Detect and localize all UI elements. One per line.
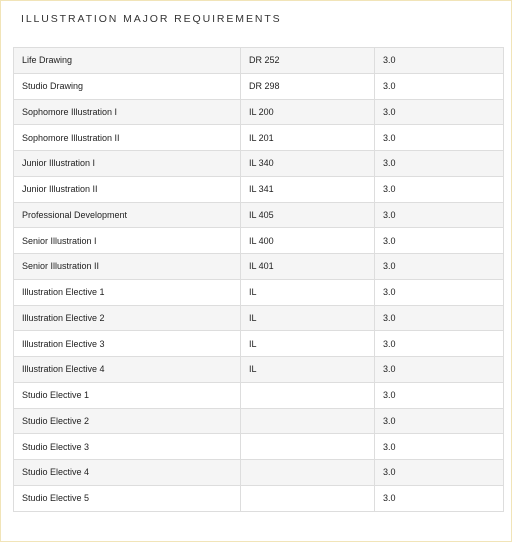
course-code-cell: IL 200 xyxy=(241,99,375,125)
course-name-cell: Studio Elective 5 xyxy=(14,485,241,511)
table-row xyxy=(14,305,504,331)
table-title: ILLUSTRATION MAJOR REQUIREMENTS xyxy=(21,13,282,25)
course-code-cell: IL 341 xyxy=(241,176,375,202)
course-credits-cell: 3.0 xyxy=(375,48,504,74)
course-name-cell: Professional Development xyxy=(14,202,241,228)
course-name-cell: Illustration Elective 1 xyxy=(14,279,241,305)
course-name-cell: Illustration Elective 2 xyxy=(14,305,241,331)
course-credits-cell: 3.0 xyxy=(375,228,504,254)
table-row xyxy=(14,151,504,177)
course-name-cell: Junior Illustration II xyxy=(14,176,241,202)
course-name-cell: Studio Elective 4 xyxy=(14,460,241,486)
table-row xyxy=(14,176,504,202)
course-name-cell: Junior Illustration I xyxy=(14,151,241,177)
course-credits-cell: 3.0 xyxy=(375,305,504,331)
course-name-cell: Studio Drawing xyxy=(14,73,241,99)
course-code-cell xyxy=(241,382,375,408)
course-credits-cell: 3.0 xyxy=(375,434,504,460)
course-code-cell: IL 201 xyxy=(241,125,375,151)
course-name-cell: Life Drawing xyxy=(14,48,241,74)
course-name-cell: Sophomore Illustration I xyxy=(14,99,241,125)
table-row xyxy=(14,485,504,511)
course-code-cell xyxy=(241,434,375,460)
course-code-cell: DR 252 xyxy=(241,48,375,74)
course-credits-cell: 3.0 xyxy=(375,73,504,99)
course-code-cell xyxy=(241,485,375,511)
course-code-cell: DR 298 xyxy=(241,73,375,99)
table-row xyxy=(14,254,504,280)
table-row xyxy=(14,228,504,254)
course-credits-cell: 3.0 xyxy=(375,357,504,383)
course-name-cell: Senior Illustration II xyxy=(14,254,241,280)
course-code-cell: IL 405 xyxy=(241,202,375,228)
table-row xyxy=(14,99,504,125)
table-row xyxy=(14,408,504,434)
course-credits-cell: 3.0 xyxy=(375,254,504,280)
table-row xyxy=(14,125,504,151)
course-credits-cell: 3.0 xyxy=(375,485,504,511)
course-code-cell: IL xyxy=(241,331,375,357)
table-row xyxy=(14,279,504,305)
table-row xyxy=(14,434,504,460)
course-credits-cell: 3.0 xyxy=(375,331,504,357)
course-name-cell: Illustration Elective 3 xyxy=(14,331,241,357)
course-credits-cell: 3.0 xyxy=(375,279,504,305)
course-code-cell xyxy=(241,408,375,434)
course-credits-cell: 3.0 xyxy=(375,151,504,177)
course-code-cell: IL xyxy=(241,357,375,383)
table-row xyxy=(14,48,504,74)
course-name-cell: Senior Illustration I xyxy=(14,228,241,254)
course-name-cell: Studio Elective 1 xyxy=(14,382,241,408)
course-name-cell: Illustration Elective 4 xyxy=(14,357,241,383)
table-row xyxy=(14,73,504,99)
course-code-cell: IL xyxy=(241,279,375,305)
course-code-cell: IL xyxy=(241,305,375,331)
table-row xyxy=(14,382,504,408)
course-code-cell: IL 401 xyxy=(241,254,375,280)
course-code-cell xyxy=(241,460,375,486)
course-name-cell: Studio Elective 2 xyxy=(14,408,241,434)
course-name-cell: Studio Elective 3 xyxy=(14,434,241,460)
course-code-cell: IL 340 xyxy=(241,151,375,177)
table-row xyxy=(14,460,504,486)
course-credits-cell: 3.0 xyxy=(375,176,504,202)
table-row xyxy=(14,357,504,383)
course-credits-cell: 3.0 xyxy=(375,125,504,151)
course-name-cell: Sophomore Illustration II xyxy=(14,125,241,151)
table-row xyxy=(14,202,504,228)
course-code-cell: IL 400 xyxy=(241,228,375,254)
course-credits-cell: 3.0 xyxy=(375,99,504,125)
course-credits-cell: 3.0 xyxy=(375,408,504,434)
course-credits-cell: 3.0 xyxy=(375,202,504,228)
requirements-table-body xyxy=(14,48,504,512)
course-credits-cell: 3.0 xyxy=(375,382,504,408)
requirements-table xyxy=(13,47,504,512)
table-row xyxy=(14,331,504,357)
course-credits-cell: 3.0 xyxy=(375,460,504,486)
